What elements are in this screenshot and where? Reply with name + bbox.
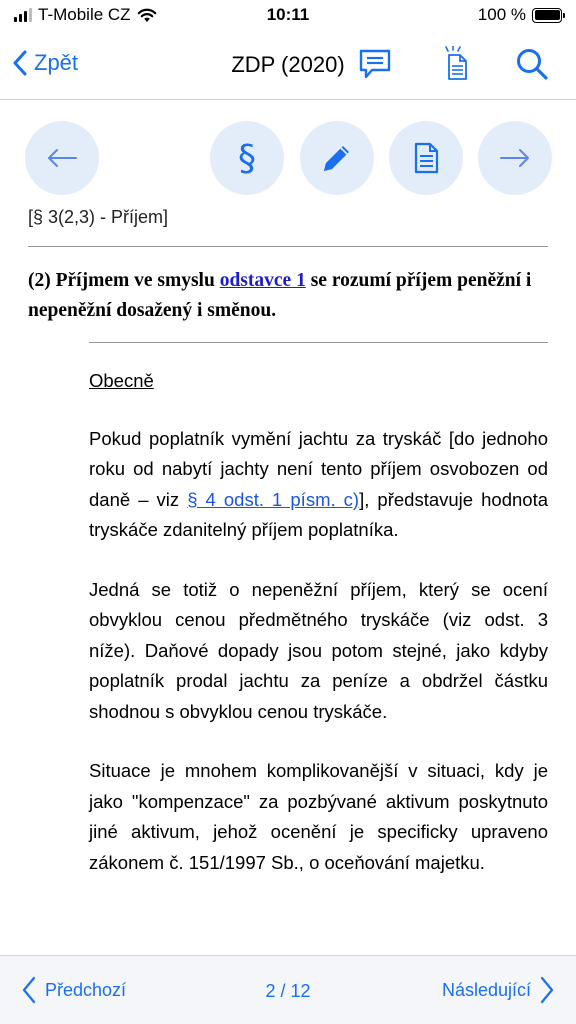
next-label: Následující [441,979,531,1000]
search-icon [515,47,549,81]
law-paragraph-suffix: se rozumí příjem peněžní i nepeněžní dosažený i směnou. [28,270,532,321]
edit-note-button[interactable] [300,121,374,195]
chevron-right-icon [540,976,554,1004]
comment-icon [358,48,392,80]
chevron-left-icon [22,976,36,1004]
battery-icon [532,8,562,23]
status-bar [0,0,576,32]
law-paragraph [28,266,550,326]
navigation-bar [0,32,576,100]
divider-top [28,246,548,247]
battery-percent: 100 % [477,5,526,24]
page-indicator: 2 / 12 [265,981,311,1001]
commentary-heading: Obecně [89,370,154,391]
divider-commentary [89,342,548,343]
arrow-left-icon [45,146,79,170]
document-button[interactable] [389,121,463,195]
commentary-paragraph-1 [89,424,548,546]
history-back-button[interactable] [25,121,99,195]
arrow-right-icon [498,146,532,170]
p1-text-after: ], představuje hodnota tryskáče zdanitelný příjem poplatníka. [89,488,548,540]
document-lines-icon [412,141,440,175]
commentary [89,366,548,907]
commentary-paragraph-2: Jedná se totiž o nepeněžní příjem, který se ocení obvyklou cenou předmětného tryskáče (viz odst. 3 níže). Daňové dopady jsou potom stejné, jako kdyby poplatník prodal jachtu za peníze a obdržel částku shodnou s obvyklou cenou tryskáče. [89,578,548,722]
document-new-icon [441,46,471,82]
search-button[interactable] [512,44,552,84]
p1-text-before: Pokud poplatník vymění jachtu za tryskáč [do jednoho roku od nabytí jachty není tento příjem osvobozen od daně – viz [89,427,548,510]
page-title: ZDP (2020) [231,52,345,77]
paragraph-icon: § [238,137,256,179]
new-document-button[interactable] [436,44,476,84]
reference-link[interactable]: § 4 odst. 1 písm. c) [187,488,360,510]
section-reference: [§ 3(2,3) - Příjem] [28,207,169,227]
next-button[interactable] [442,976,554,1004]
law-paragraph-prefix: (2) Příjmem ve smyslu [28,270,220,291]
clock: 10:11 [266,5,310,24]
pencil-icon [320,141,354,175]
previous-button[interactable] [22,976,126,1004]
commentary-paragraph-3: Situace je mnohem komplikovanější v situaci, kdy je jako "kompenzace" za pozbývané aktivum poskytnuto jiné aktivum, jehož ocenění je specificky upraveno zákonem č. 151/1997 Sb., o oceňování majetku. [89,760,548,873]
chevron-left-icon [12,50,28,76]
previous-label: Předchozí [45,979,127,1000]
back-button[interactable] [12,50,78,76]
back-label: Zpět [34,50,79,75]
action-toolbar [0,120,576,200]
carrier-label: T-Mobile CZ [38,5,131,24]
comment-button[interactable] [355,44,395,84]
status-right [478,5,562,25]
paragraph-link[interactable]: odstavce 1 [219,270,306,291]
bottom-toolbar [0,955,576,1024]
history-forward-button[interactable] [478,121,552,195]
paragraph-button[interactable] [210,121,284,195]
